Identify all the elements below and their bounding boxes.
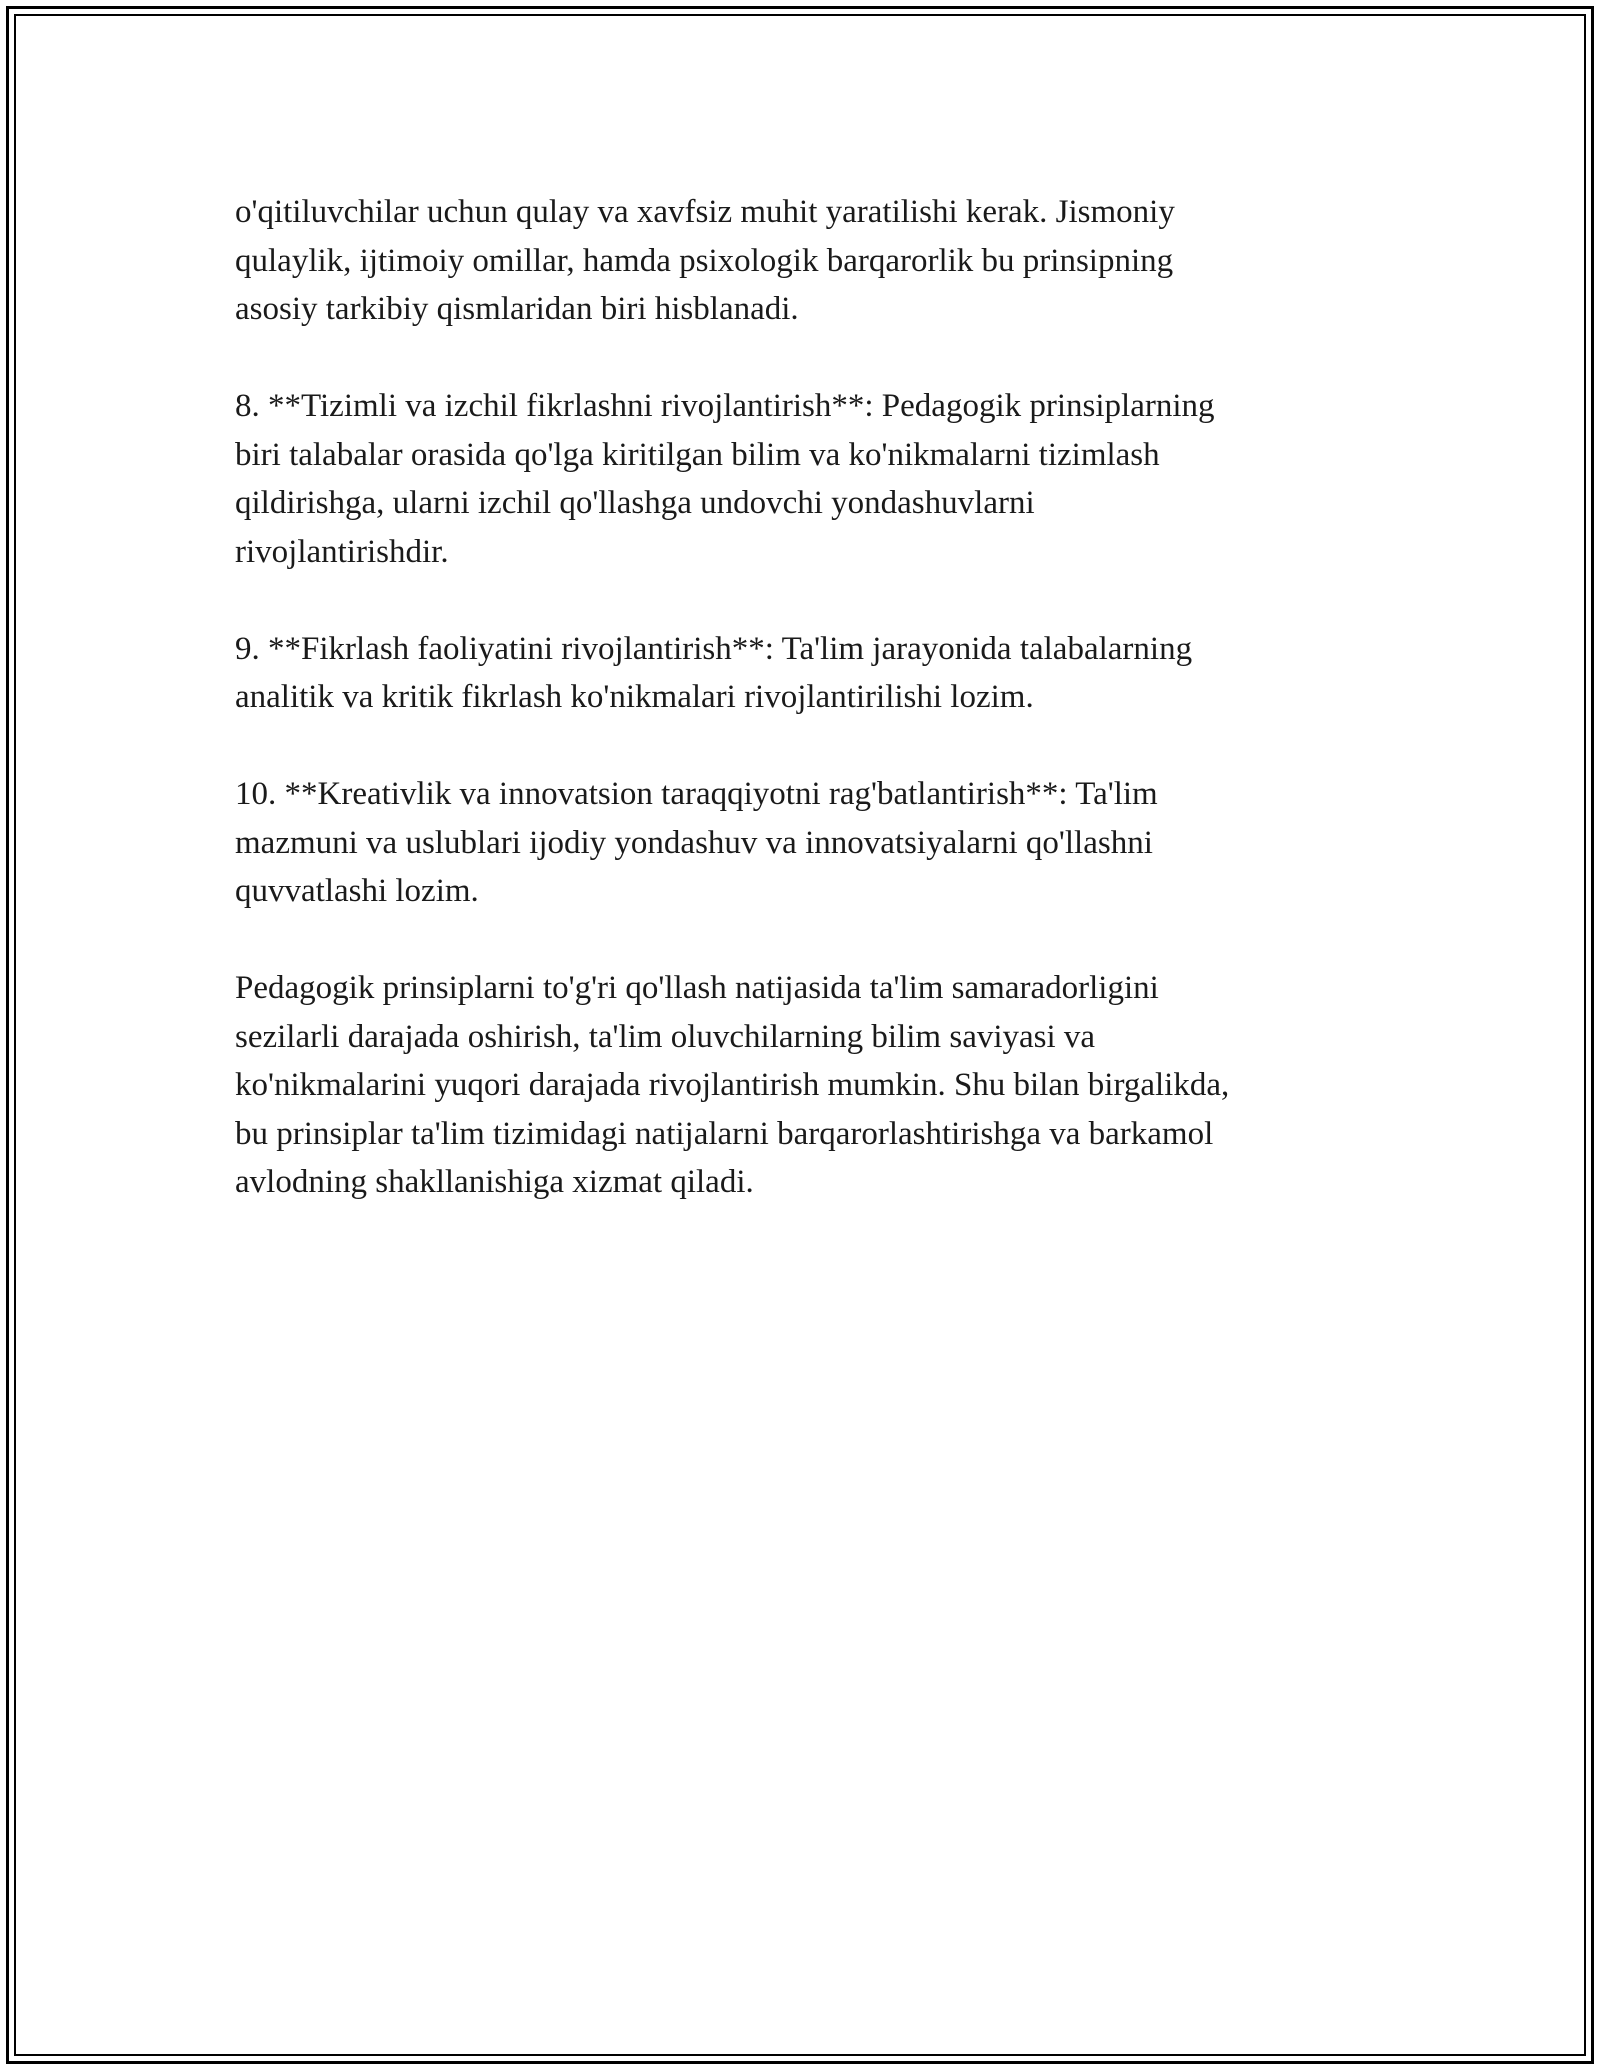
text-line: bu prinsiplar ta'lim tizimidagi natijalarni barqarorlashtirishga va barkamol [235,1115,1214,1152]
text-line: qildirishga, ularni izchil qo'llashga undovchi yondashuvlarni [235,485,1035,521]
paragraph-item-10 [235,770,1365,916]
text-line: 9. **Fikrlash faoliyatini rivojlantirish**: Ta'lim jarayonida talabalarning [235,630,1193,667]
text-line: mazmuni va uslublari ijodiy yondashuv va innovatsiyalarni qo'llashni [235,824,1153,861]
text-line: biri talabalar orasida qo'lga kiritilgan bilim va ko'nikmalarni tizimlash [235,436,1160,473]
text-line: Pedagogik prinsiplarni to'g'ri qo'llash natijasida ta'lim samaradorligini [235,970,1159,1006]
text-line: qulaylik, ijtimoiy omillar, hamda psixologik barqarorlik bu prinsipning [235,242,1174,279]
text-line: 8. **Tizimli va izchil fikrlashni rivojlantirish**: Pedagogik prinsiplarning [235,388,1215,424]
text-line: analitik va kritik fikrlash ko'nikmalari rivojlantirilishi lozim. [235,679,1034,715]
paragraph-item-9 [235,625,1365,722]
text-line: avlodning shakllanishiga xizmat qiladi. [235,1164,754,1200]
text-line: o'qitiluvchilar uchun qulay va xavfsiz muhit yaratilishi kerak. Jismoniy [235,194,1175,230]
text-line: ko'nikmalarini yuqori darajada rivojlantirish mumkin. Shu bilan birgalikda, [235,1067,1230,1103]
paragraph-safe-environment [235,188,1365,334]
text-line: rivojlantirishdir. [235,533,449,570]
text-line: sezilarli darajada oshirish, ta'lim oluvchilarning bilim saviyasi va [235,1018,1096,1055]
paragraph-item-8 [235,382,1365,576]
paragraph-conclusion [235,964,1365,1207]
document-body [235,188,1365,1255]
text-line: 10. **Kreativlik va innovatsion taraqqiyotni rag'batlantirish**: Ta'lim [235,776,1158,812]
text-line: asosiy tarkibiy qismlaridan biri hisblanadi. [235,291,799,327]
text-line: quvvatlashi lozim. [235,873,479,909]
